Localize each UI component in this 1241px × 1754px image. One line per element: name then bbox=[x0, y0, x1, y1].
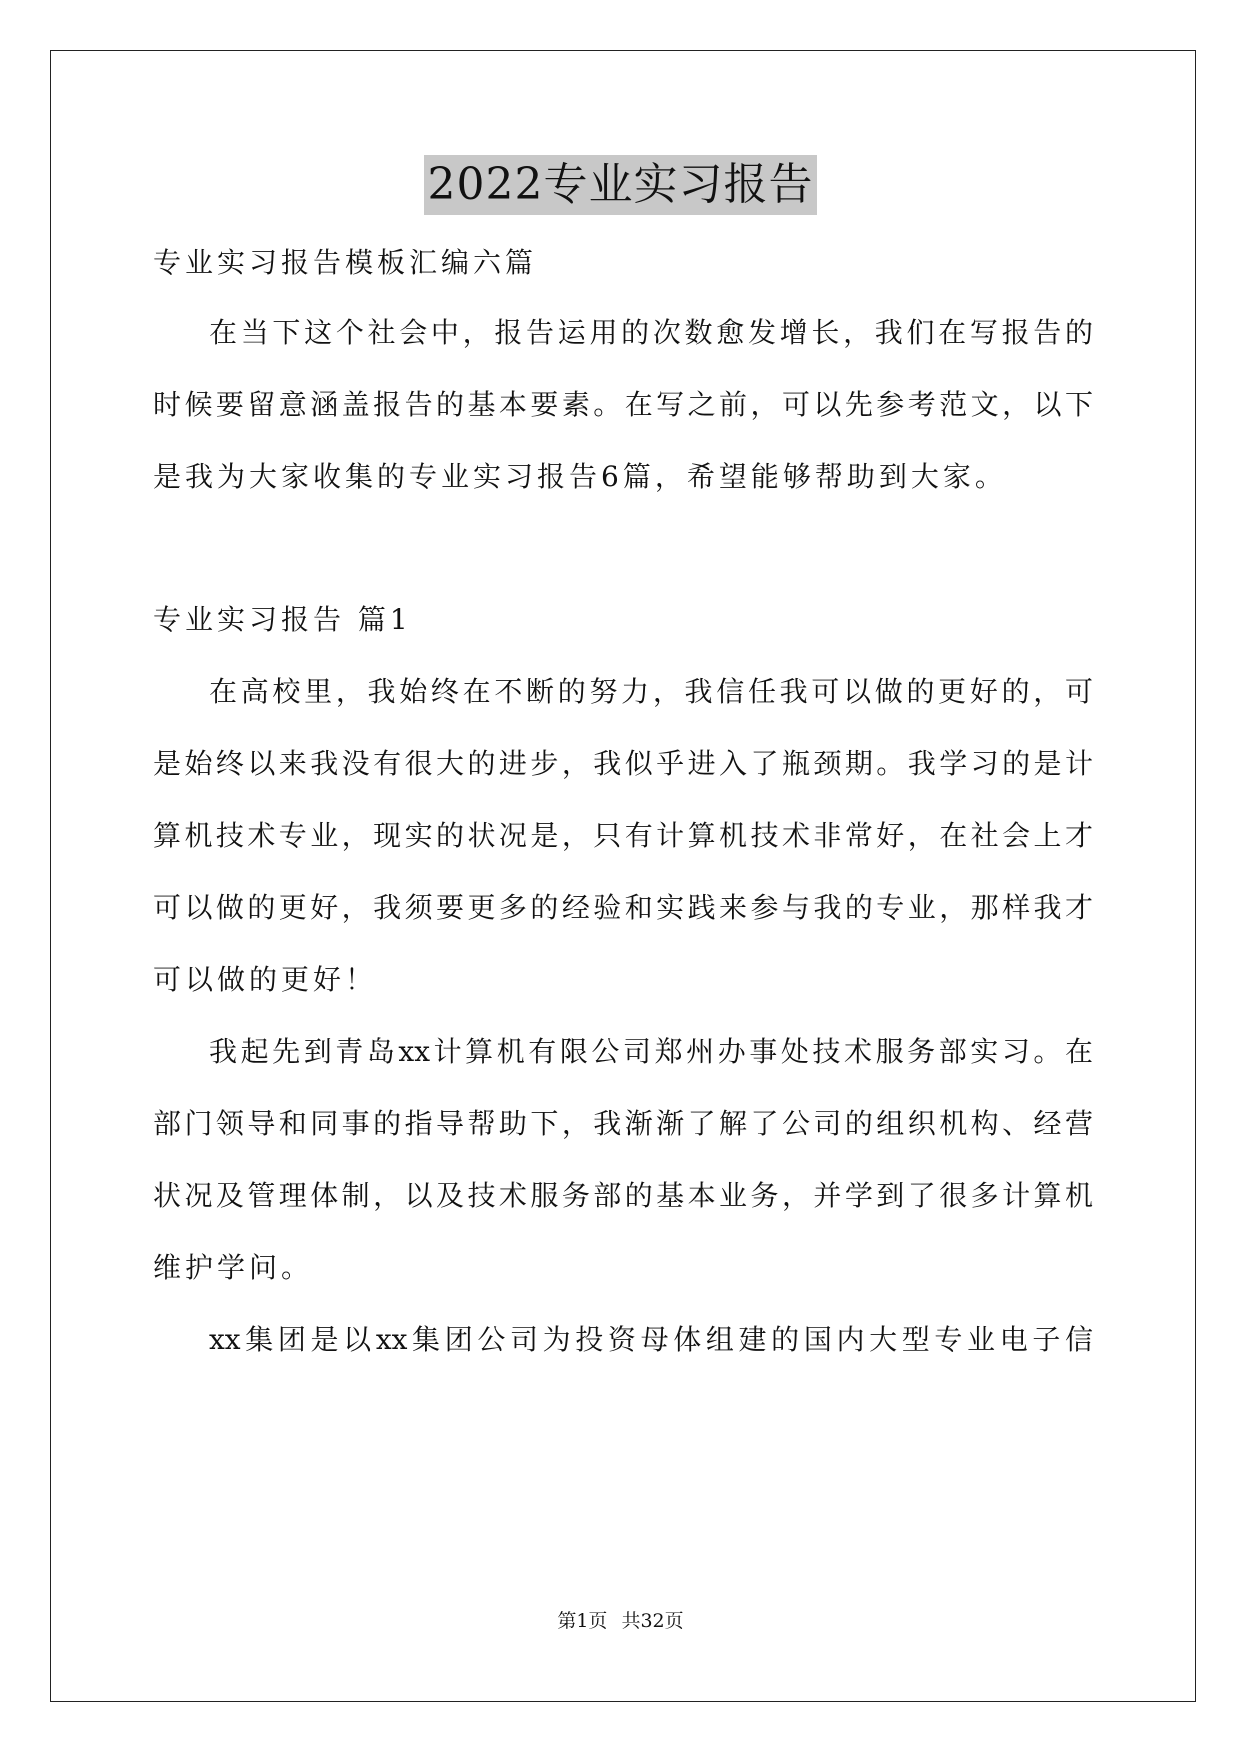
paragraph-line: 维护学问。 bbox=[153, 1251, 314, 1284]
paragraph-line: 我起先到青岛xx计算机有限公司郑州办事处技术服务部实习。在 bbox=[209, 1035, 1093, 1068]
paragraph-line: 时候要留意涵盖报告的基本要素。在写之前，可以先参考范文，以下 bbox=[153, 388, 1093, 421]
document-title: 2022专业实习报告 bbox=[424, 155, 818, 215]
paragraph-line: xx集团是以xx集团公司为投资母体组建的国内大型专业电子信 bbox=[209, 1323, 1093, 1356]
paragraph-line: 是始终以来我没有很大的进步，我似乎进入了瓶颈期。我学习的是计 bbox=[153, 747, 1093, 780]
paragraph-line: 在高校里，我始终在不断的努力，我信任我可以做的更好的，可 bbox=[209, 675, 1093, 708]
page-border bbox=[50, 50, 1196, 1702]
paragraph-line: 状况及管理体制，以及技术服务部的基本业务，并学到了很多计算机 bbox=[153, 1179, 1093, 1212]
title-wrap bbox=[0, 155, 1241, 215]
paragraph-line: 在当下这个社会中，报告运用的次数愈发增长，我们在写报告的 bbox=[209, 316, 1093, 349]
page-number: 第1页 bbox=[557, 1610, 608, 1632]
page-footer bbox=[0, 1608, 1241, 1634]
paragraph-line: 是我为大家收集的专业实习报告6篇，希望能够帮助到大家。 bbox=[153, 460, 1007, 493]
paragraph-line: 部门领导和同事的指导帮助下，我渐渐了解了公司的组织机构、经营 bbox=[153, 1107, 1093, 1140]
paragraph-line: 可以做的更好！ bbox=[153, 963, 378, 996]
subtitle: 专业实习报告模板汇编六篇 bbox=[153, 246, 538, 279]
section-heading: 专业实习报告 篇1 bbox=[153, 603, 412, 636]
paragraph-line: 可以做的更好，我须要更多的经验和实践来参与我的专业，那样我才 bbox=[153, 891, 1093, 924]
page-total: 共32页 bbox=[621, 1610, 684, 1632]
paragraph-line: 算机技术专业，现实的状况是，只有计算机技术非常好，在社会上才 bbox=[153, 819, 1093, 852]
